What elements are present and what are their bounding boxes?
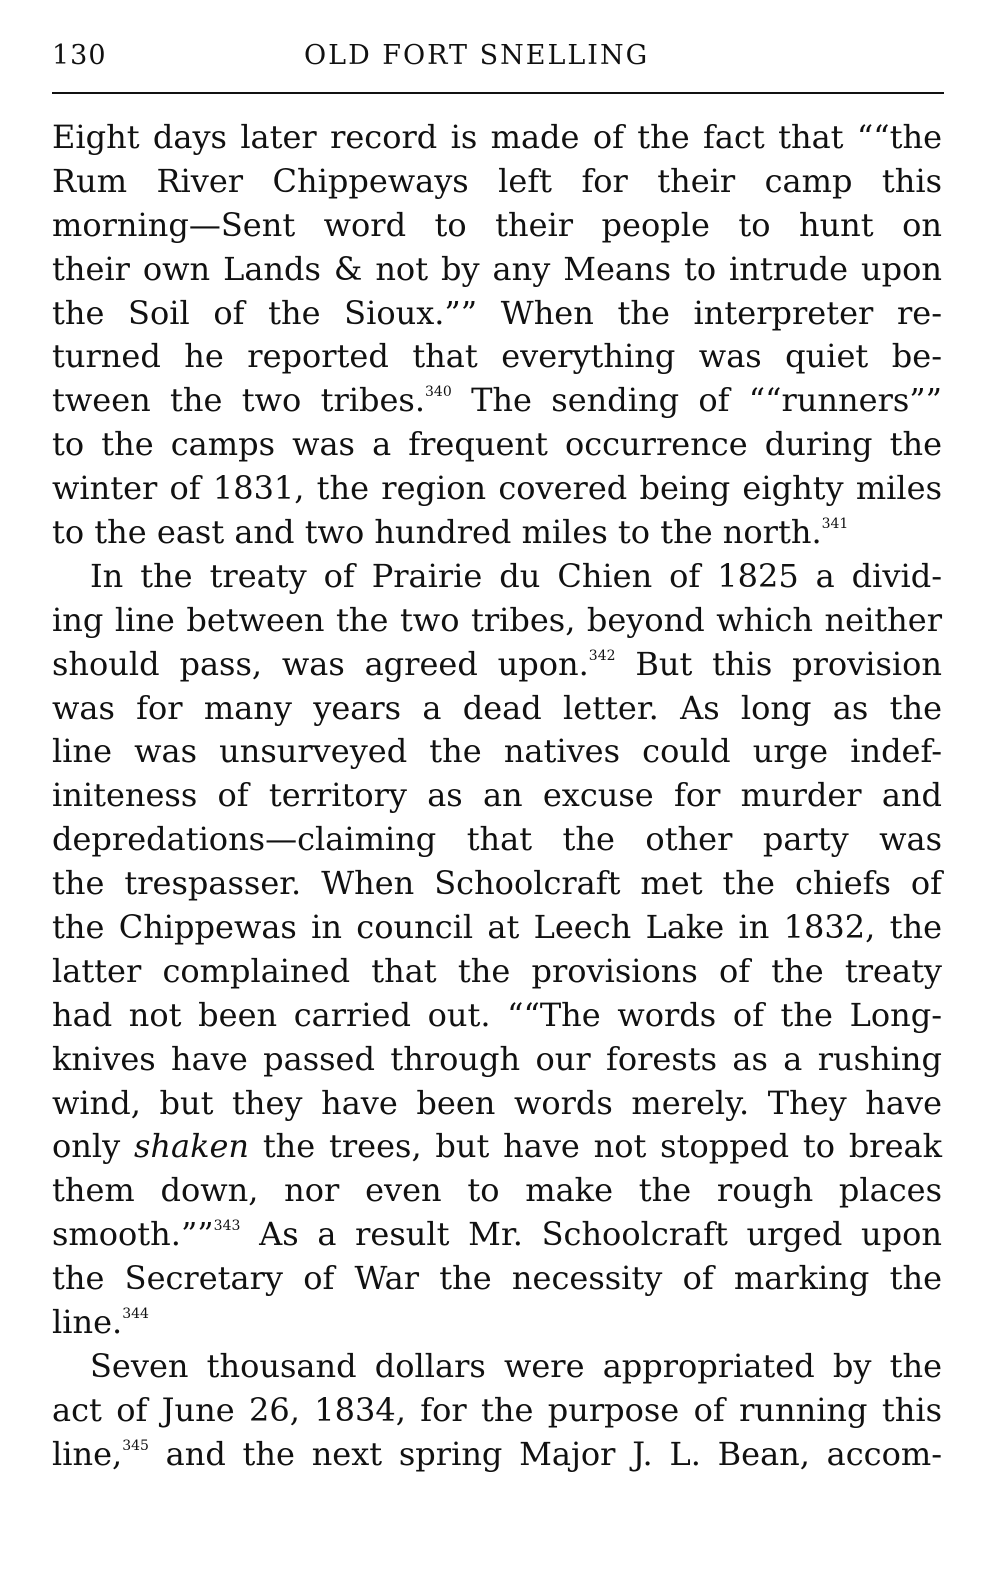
running-title: OLD FORT SNELLING bbox=[304, 40, 650, 71]
footnote-ref: 342 bbox=[588, 647, 616, 664]
footnote-ref: 344 bbox=[122, 1306, 149, 1323]
text-line: line was unsurveyed the natives could urge indef- bbox=[52, 732, 942, 771]
text-line: Seven thousand dollars were appropriated by the bbox=[90, 1346, 942, 1385]
footnote-ref: 340 bbox=[425, 384, 452, 401]
text-line: In the treaty of Prairie du Chien of 1825 a divid- bbox=[90, 556, 942, 595]
text-line: latter complained that the provisions of the treaty bbox=[52, 951, 942, 990]
text-line: winter of 1831, the region covered being eighty miles bbox=[52, 469, 942, 508]
body-text bbox=[52, 116, 942, 1477]
footnote-ref: 345 bbox=[122, 1437, 149, 1454]
text-line: knives have passed through our forests as a rushing bbox=[52, 1039, 942, 1078]
text-line: smooth.””$^{343}$ As a result Mr. Schoolcraft urged upon bbox=[52, 1215, 942, 1254]
text-line: the Secretary of War the necessity of marking the bbox=[52, 1259, 942, 1298]
page-header bbox=[52, 38, 944, 78]
text-line: depredations—claiming that the other party was bbox=[52, 820, 942, 859]
text-line: act of June 26, 1834, for the purpose of running this bbox=[52, 1390, 942, 1429]
text-line: was for many years a dead letter. As long as the bbox=[52, 688, 942, 727]
text-line: only shaken the trees, but have not stopped to break bbox=[52, 1127, 943, 1166]
text-line: tween the two tribes.$^{340}$ The sending of ““runners”” bbox=[52, 381, 943, 420]
text-line: line,$^{345}$ and the next spring Major J. L. Bean, accom- bbox=[52, 1434, 942, 1473]
text-line: to the camps was a frequent occurrence during the bbox=[52, 425, 942, 464]
text-line: to the east and two hundred miles to the north.$^{341}$ bbox=[52, 513, 849, 552]
text-line: turned he reported that everything was quiet be- bbox=[52, 337, 942, 376]
text-line: ing line between the two tribes, beyond which neither bbox=[52, 600, 942, 639]
footnote-ref: 341 bbox=[821, 516, 849, 533]
text-line: the Soil of the Sioux.”” When the interpreter re- bbox=[52, 293, 942, 332]
header-rule bbox=[52, 92, 944, 94]
italic-word: shaken bbox=[133, 1127, 250, 1166]
text-line: had not been carried out. ““The words of the Long- bbox=[52, 995, 942, 1034]
text-line: initeness of territory as an excuse for murder and bbox=[52, 776, 942, 815]
text-line: them down, nor even to make the rough places bbox=[52, 1171, 942, 1210]
footnote-ref: 343 bbox=[213, 1218, 241, 1235]
text-line: the Chippewas in council at Leech Lake in 1832, the bbox=[52, 908, 942, 947]
text-line: Rum River Chippeways left for their camp this bbox=[52, 161, 942, 200]
text-line: should pass, was agreed upon.$^{342}$ But this provision bbox=[52, 644, 943, 683]
text-line: line.$^{344}$ bbox=[52, 1303, 149, 1342]
text-line: Eight days later record is made of the fact that ““the bbox=[52, 118, 942, 156]
text-line: their own Lands & not by any Means to intrude upon bbox=[52, 249, 942, 288]
text-line: the trespasser. When Schoolcraft met the chiefs of bbox=[52, 864, 942, 903]
page-number: 130 bbox=[52, 40, 107, 71]
text-line: morning—Sent word to their people to hunt on bbox=[52, 205, 942, 244]
text-line: wind, but they have been words merely. They have bbox=[52, 1083, 942, 1122]
